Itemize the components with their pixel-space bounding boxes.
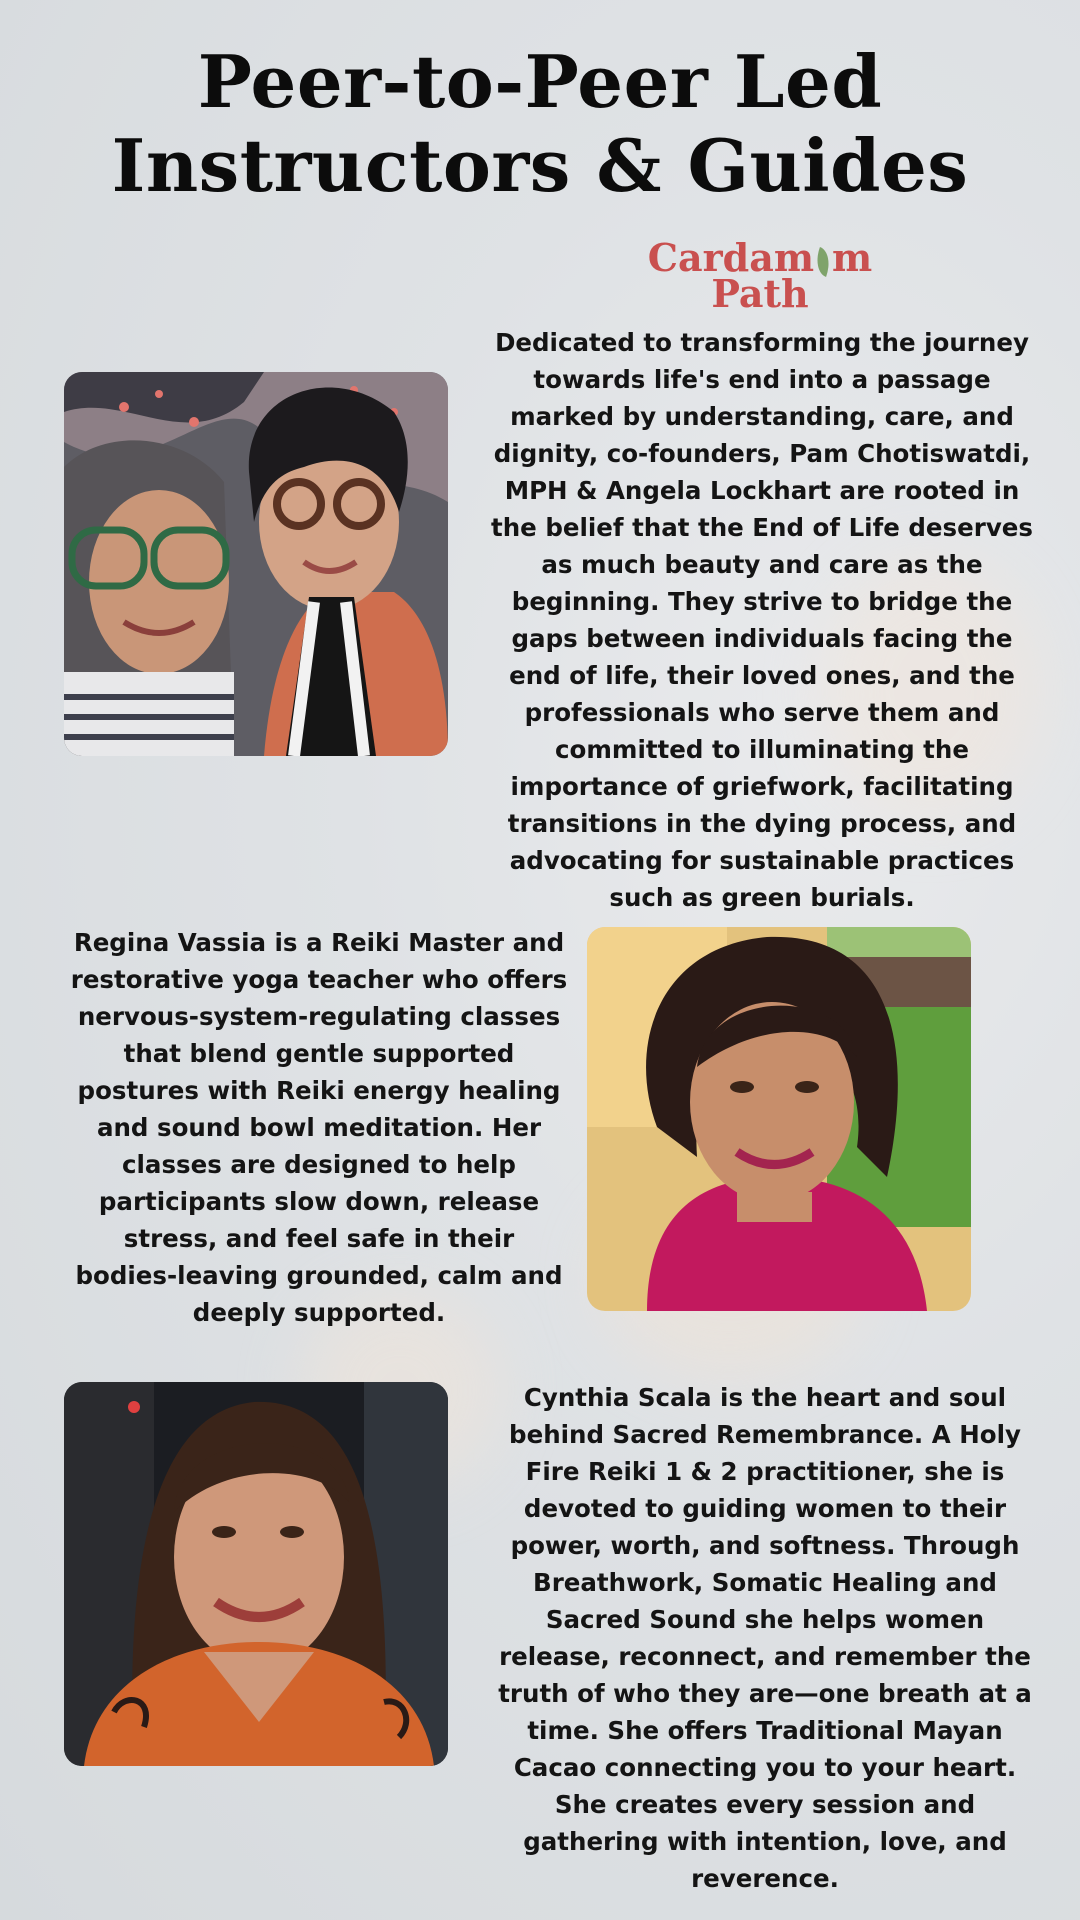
guide-bio-pam-angela: Dedicated to transforming the journey towards life's end into a passage marked by understanding, care, and dignity, co-founders, Pam Chotiswatdi, MPH & Angela Lockhart are rooted in the belief that the End of Life deserves as much beauty and care as the beginning. They strive to bridge the gaps between individuals facing the end of life, their loved ones, and the professionals who serve them and committed to illuminating the importance of griefwork, facilitating transitions in the dying process, and advocating for sustainable practices such as green burials. — [491, 328, 1033, 912]
guide-bio-cynthia: Cynthia Scala is the heart and soul behind Sacred Remembrance. A Holy Fire Reiki 1 & 2 practitioner, she is devoted to guiding women to their power, worth, and softness. Through Breathwork, Somatic Healing and Sacred Sound she helps women release, reconnect, and remember the truth of who they are—one breath at a time. She offers Traditional Mayan Cacao connecting you to your heart. She creates every session and gathering with intention, love, and reverence. — [498, 1383, 1032, 1893]
guide-photo-pam-angela — [64, 372, 448, 756]
title-line-2: Instructors & Guides — [111, 123, 969, 208]
title-line-1: Peer-to-Peer Led — [197, 39, 883, 124]
cardamom-path-logo — [630, 235, 890, 316]
logo-line-2: Path — [711, 271, 809, 316]
guide-photo-cynthia — [64, 1382, 448, 1766]
logo-line-1: Cardam m — [647, 235, 873, 280]
guide-photo-regina — [587, 927, 971, 1311]
guide-bio-regina: Regina Vassia is a Reiki Master and restorative yoga teacher who offers nervous-system-regulating classes that blend gentle supported postures with Reiki energy healing and sound bowl meditation. Her classes are designed to help participants slow down, release stress, and feel safe in their bodies-leaving grounded, calm and deeply supported. — [70, 928, 568, 1327]
page-title — [0, 40, 1080, 208]
